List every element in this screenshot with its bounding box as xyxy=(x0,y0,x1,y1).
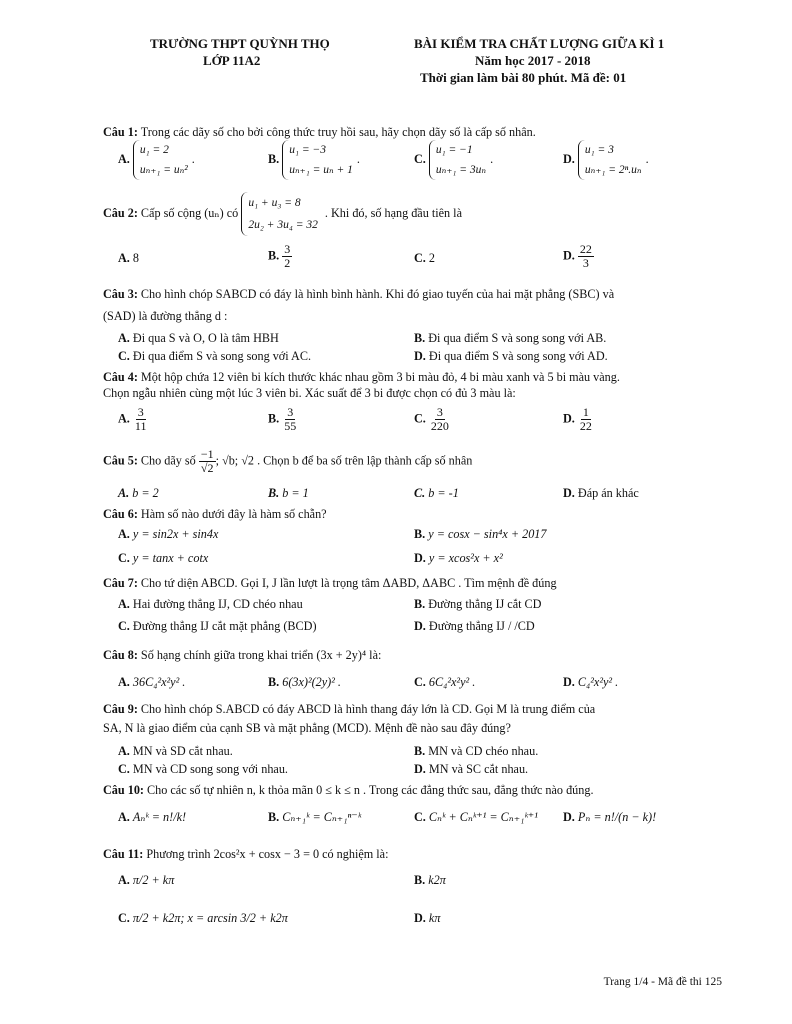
equation-system: u₁ + u₃ = 8 2u₂ + 3u₄ = 32 xyxy=(241,192,322,236)
question-5 xyxy=(103,448,472,475)
question-10 xyxy=(103,783,594,798)
school-year: Năm học 2017 - 2018 xyxy=(475,53,591,68)
option-b: B. b = 1 xyxy=(268,486,309,500)
option-c: C. u₁ = −1 uₙ₊₁ = 3uₙ. xyxy=(414,140,493,180)
question-4 xyxy=(103,370,620,385)
q3-options-row2 xyxy=(118,349,732,365)
recurrence-system: u₁ = 3 uₙ₊₁ = 2ⁿ.uₙ xyxy=(578,140,646,180)
q9-options-row2 xyxy=(118,762,732,778)
school-name: TRƯỜNG THPT QUỲNH THỌ xyxy=(150,36,330,51)
option-b: B. u₁ = −3 uₙ₊₁ = uₙ + 1. xyxy=(268,140,360,180)
q6-options-row2 xyxy=(118,551,732,567)
question-4-line2: Chọn ngẫu nhiên cùng một lúc 3 viên bi. Xác suất để 3 bi được chọn có đủ 3 màu là: xyxy=(103,386,516,400)
question-label: Câu 4: xyxy=(103,370,138,384)
option-d: D. Đường thẳng IJ / /CD xyxy=(414,619,535,633)
option-d: D. y = xcos²x + x² xyxy=(414,551,503,565)
option-b: B. 6(3x)²(2y)² . xyxy=(268,675,341,689)
question-label: Câu 8: xyxy=(103,648,138,662)
question-3 xyxy=(103,287,614,302)
question-text: Trong các dãy số cho bởi công thức truy hồi sau, hãy chọn dãy số là cấp số nhân. xyxy=(140,125,536,139)
option-b: B. y = cosx − sin⁴x + 2017 xyxy=(414,527,547,541)
question-text: Phương trình 2cos²x + cosx − 3 = 0 có nghiệm là: xyxy=(146,847,389,861)
option-c: C. 6C₄²x²y² . xyxy=(414,675,476,689)
option-a: A. Hai đường thẳng IJ, CD chéo nhau xyxy=(118,597,303,611)
question-9 xyxy=(103,702,595,717)
q5-options xyxy=(118,486,732,502)
option-d: D. Pₙ = n!/(n − k)! xyxy=(563,810,657,824)
question-text: Cho dãy số xyxy=(140,453,196,468)
option-c: C. π/2 + k2π; x = arcsin 3/2 + k2π xyxy=(118,911,288,925)
question-label: Câu 1: xyxy=(103,125,138,139)
option-c: C. b = -1 xyxy=(414,486,459,500)
option-a: A. π/2 + kπ xyxy=(118,873,175,887)
question-text: Cho tứ diện ABCD. Gọi I, J lần lượt là trọng tâm ΔABD, ΔABC . Tìm mệnh đề đúng xyxy=(140,576,557,590)
question-text: Số hạng chính giữa trong khai triển (3x + 2y)⁴ là: xyxy=(140,648,382,662)
q11-options-row1 xyxy=(118,873,732,889)
option-c: C. 2 xyxy=(414,251,435,265)
recurrence-system: u₁ = −3 uₙ₊₁ = uₙ + 1 xyxy=(282,140,357,180)
option-c: C. Cₙᵏ + Cₙᵏ⁺¹ = Cₙ₊₁ᵏ⁺¹ xyxy=(414,810,538,824)
question-label: Câu 2: xyxy=(103,205,138,220)
question-text: Cho hình chóp SABCD có đáy là hình bình hành. Khi đó giao tuyến của hai mặt phẳng (SBC) và xyxy=(140,287,615,301)
question-7 xyxy=(103,576,557,591)
q1-options xyxy=(118,140,732,184)
q4-options xyxy=(118,406,732,440)
option-a: A. 36C₄²x²y² . xyxy=(118,675,186,689)
question-label: Câu 10: xyxy=(103,783,144,797)
option-d: D. u₁ = 3 uₙ₊₁ = 2ⁿ.uₙ. xyxy=(563,140,649,180)
question-text: Cho hình chóp S.ABCD có đáy ABCD là hình thang đáy lớn là CD. Gọi M là trung điểm của xyxy=(140,702,596,716)
q9-options-row1 xyxy=(118,744,732,760)
option-letter: D. xyxy=(563,151,575,166)
option-a: A. b = 2 xyxy=(118,486,159,500)
question-text: Một hộp chứa 12 viên bi kích thước khác nhau gồm 3 bi màu đỏ, 4 bi màu xanh và 5 bi màu vàng. xyxy=(140,370,620,384)
question-1 xyxy=(103,125,536,140)
recurrence-system: u₁ = 2 uₙ₊₁ = uₙ² xyxy=(133,140,192,180)
question-label: Câu 9: xyxy=(103,702,138,716)
option-a: A. y = sin2x + sin4x xyxy=(118,527,219,541)
option-d: D. kπ xyxy=(414,911,441,925)
question-label: Câu 11: xyxy=(103,847,144,861)
q3-options-row1 xyxy=(118,331,732,347)
time-code: Thời gian làm bài 80 phút. Mã đề: 01 xyxy=(420,70,627,85)
question-text-tail: . Khi đó, số hạng đầu tiên là xyxy=(324,205,462,220)
option-a: A. Đi qua S và O, O là tâm HBH xyxy=(118,331,279,345)
question-8 xyxy=(103,648,381,663)
option-c: C. $\frac{3}{220}$ xyxy=(414,405,449,433)
question-label: Câu 7: xyxy=(103,576,138,590)
exam-title: BÀI KIỂM TRA CHẤT LƯỢNG GIỮA KÌ 1 xyxy=(414,36,665,51)
question-text: Cho các số tự nhiên n, k thỏa mãn 0 ≤ k ≤ n . Trong các đẳng thức sau, đẳng thức nào đúng. xyxy=(147,783,594,797)
option-d: D. Đi qua điểm S và song song với AD. xyxy=(414,349,608,363)
q8-options xyxy=(118,675,732,691)
question-text-tail: ; √b; √2 . Chọn b để ba số trên lập thành cấp số nhân xyxy=(215,453,473,468)
question-3-line2: (SAD) là đường thẳng d : xyxy=(103,309,228,323)
option-b: B. Đi qua điểm S và song song với AB. xyxy=(414,331,607,345)
option-letter: C. xyxy=(414,151,426,166)
option-c: C. MN và CD song song với nhau. xyxy=(118,762,288,776)
page-footer: Trang 1/4 - Mã đề thi 125 xyxy=(603,976,722,988)
recurrence-system: u₁ = −1 uₙ₊₁ = 3uₙ xyxy=(429,140,490,180)
option-a: A. $\frac{3}{11}$ xyxy=(118,405,147,433)
option-b: B. MN và CD chéo nhau. xyxy=(414,744,539,758)
fraction: $\frac{3}{2}$ xyxy=(284,242,291,270)
option-c: C. Đường thẳng IJ cắt mặt phẳng (BCD) xyxy=(118,619,317,633)
option-a: A. 8 xyxy=(118,251,139,265)
option-d: D. $\frac{22}{3}$ xyxy=(563,242,592,270)
option-d: D. Đáp án khác xyxy=(563,486,639,500)
option-b: B. Đường thẳng IJ cắt CD xyxy=(414,597,542,611)
q2-options xyxy=(118,243,732,279)
q7-options-row2 xyxy=(118,619,732,635)
option-a: A. Aₙᵏ = n!/k! xyxy=(118,810,187,824)
option-d: D. $\frac{1}{22}$ xyxy=(563,405,592,433)
option-b: B. Cₙ₊₁ᵏ = Cₙ₊₁ⁿ⁻ᵏ xyxy=(268,810,362,824)
option-b: B. $\frac{3}{55}$ xyxy=(268,405,297,433)
option-b: B. k2π xyxy=(414,873,446,887)
question-text: Cấp số cộng (uₙ) có xyxy=(140,205,239,220)
option-d: D. MN và SC cắt nhau. xyxy=(414,762,529,776)
option-c: C. Đi qua điểm S và song song với AC. xyxy=(118,349,311,363)
class-name: LỚP 11A2 xyxy=(203,53,261,68)
option-letter: A. xyxy=(118,151,130,166)
option-b: B. $\frac{3}{2}$ xyxy=(268,242,291,270)
fraction: $\frac{-1}{√2}$ xyxy=(200,447,214,475)
q7-options-row1 xyxy=(118,597,732,613)
question-6 xyxy=(103,507,327,522)
question-label: Câu 6: xyxy=(103,507,138,521)
option-c: C. y = tanx + cotx xyxy=(118,551,209,565)
question-2 xyxy=(103,192,462,236)
q10-options xyxy=(118,810,732,826)
q11-options-row2 xyxy=(118,911,732,927)
fraction: $\frac{22}{3}$ xyxy=(579,242,592,270)
question-9-line2: SA, N là giao điểm của cạnh SB và mặt phẳng (MCD). Mệnh đề nào sau đây đúng? xyxy=(103,721,511,735)
option-a: A. u₁ = 2 uₙ₊₁ = uₙ². xyxy=(118,140,195,180)
question-text: Hàm số nào dưới đây là hàm số chẵn? xyxy=(140,507,327,521)
option-letter: B. xyxy=(268,151,280,166)
option-d: D. C₄²x²y² . xyxy=(563,675,619,689)
question-label: Câu 5: xyxy=(103,453,138,468)
question-11 xyxy=(103,847,388,862)
question-label: Câu 3: xyxy=(103,287,138,301)
option-a: A. MN và SD cắt nhau. xyxy=(118,744,233,758)
q6-options-row1 xyxy=(118,527,732,543)
